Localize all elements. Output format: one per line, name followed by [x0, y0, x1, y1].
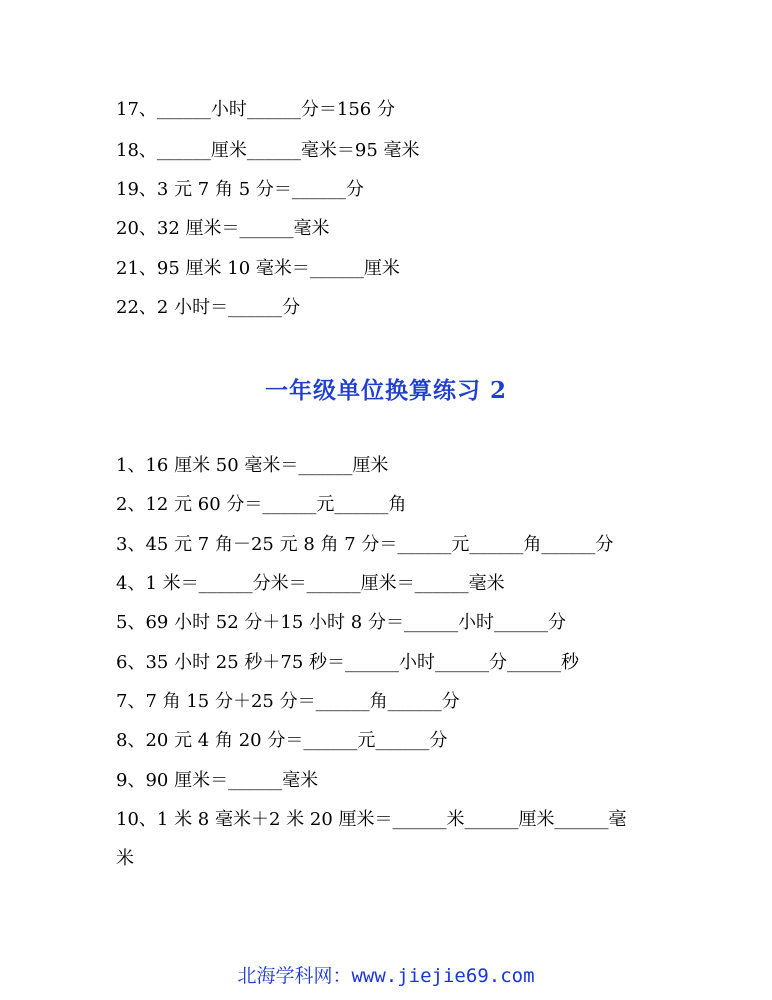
question-18: 18、______厘米______毫米＝95 毫米: [116, 140, 420, 161]
question-19: 19、3 元 7 角 5 分＝______分: [116, 179, 364, 200]
question-10: 10、1 米 8 毫米＋2 米 20 厘米＝______米______厘米______毫: [116, 809, 627, 830]
question-4: 4、1 米＝______分米＝______厘米＝______毫米: [116, 573, 505, 594]
question-9: 9、90 厘米＝______毫米: [116, 770, 319, 791]
question-3: 3、45 元 7 角－25 元 8 角 7 分＝______元______角______分: [116, 534, 614, 555]
question-21: 21、95 厘米 10 毫米＝______厘米: [116, 258, 400, 279]
question-7: 7、7 角 15 分＋25 分＝______角______分: [116, 691, 460, 712]
question-22: 22、2 小时＝______分: [116, 297, 301, 318]
question-2: 2、12 元 60 分＝______元______角: [116, 494, 407, 515]
question-10-wrap: 米: [116, 848, 134, 869]
question-17: 17、______小时______分＝156 分: [116, 99, 395, 120]
question-20: 20、32 厘米＝______毫米: [116, 218, 330, 239]
footer-site-link[interactable]: 北海学科网：www.jiejie69.com: [237, 965, 535, 987]
question-6: 6、35 小时 25 秒＋75 秒＝______小时______分______秒: [116, 652, 580, 673]
question-1: 1、16 厘米 50 毫米＝______厘米: [116, 455, 389, 476]
question-8: 8、20 元 4 角 20 分＝______元______分: [116, 730, 448, 751]
worksheet-title: 一年级单位换算练习 2: [264, 377, 507, 404]
question-5: 5、69 小时 52 分＋15 小时 8 分＝______小时______分: [116, 612, 566, 633]
